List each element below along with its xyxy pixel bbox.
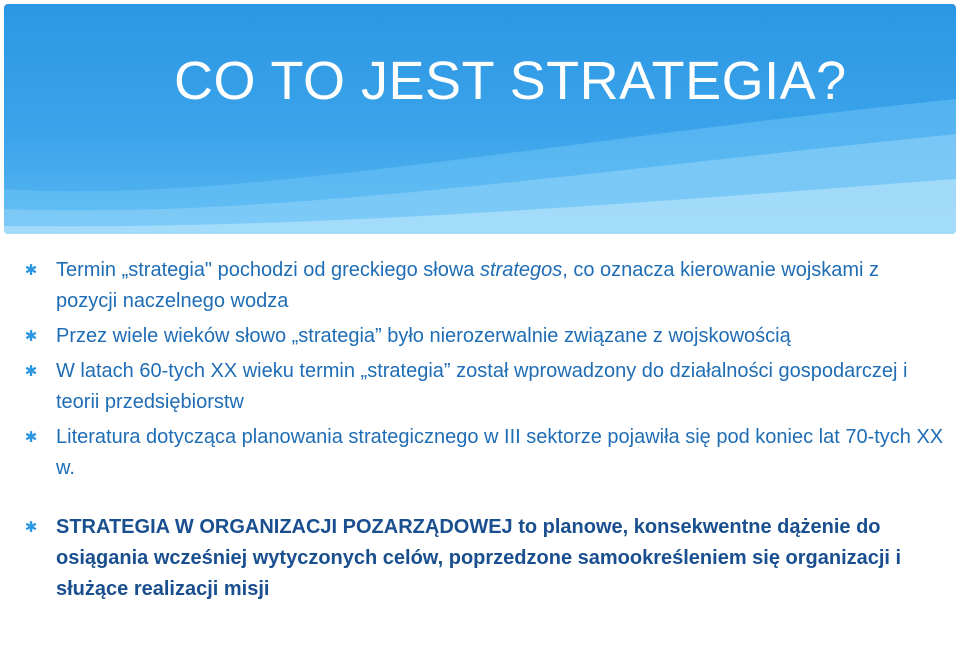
definition-item — [24, 512, 944, 605]
asterisk-icon: ✱ — [24, 429, 38, 446]
bullet-list — [24, 255, 944, 605]
list-item — [24, 255, 944, 317]
asterisk-icon: ✱ — [24, 328, 38, 345]
banner-wave-decoration — [4, 4, 956, 234]
asterisk-icon: ✱ — [24, 519, 38, 536]
item-text: Literatura dotycząca planowania strategicznego w III sektorze pojawiła się pod koniec lat 70-tych XX w. — [56, 426, 944, 479]
asterisk-icon: ✱ — [24, 363, 38, 380]
item-text: Przez wiele wieków słowo „strategia” było nierozerwalnie związane z wojskowością — [56, 325, 791, 347]
list-item — [24, 356, 944, 418]
item-text: Termin „strategia" pochodzi od greckiego słowa strategos, co oznacza kierowanie wojskami z pozycji naczelnego wodza — [56, 259, 880, 312]
item-text: W latach 60-tych XX wieku termin „strategia” został wprowadzony do działalności gospodarczej i teorii przedsiębiorstw — [56, 360, 908, 413]
title-banner — [4, 4, 956, 234]
asterisk-icon: ✱ — [24, 262, 38, 279]
list-item — [24, 422, 944, 484]
list-item — [24, 321, 944, 352]
definition-text: STRATEGIA W ORGANIZACJI POZARZĄDOWEJ to planowe, konsekwentne dążenie do osiągania wcześniej wytyczonych celów, poprzedzone samookreśleniem się organizacji i służące realizacji misji — [56, 516, 902, 600]
slide-title: CO TO JEST STRATEGIA? — [174, 51, 847, 111]
